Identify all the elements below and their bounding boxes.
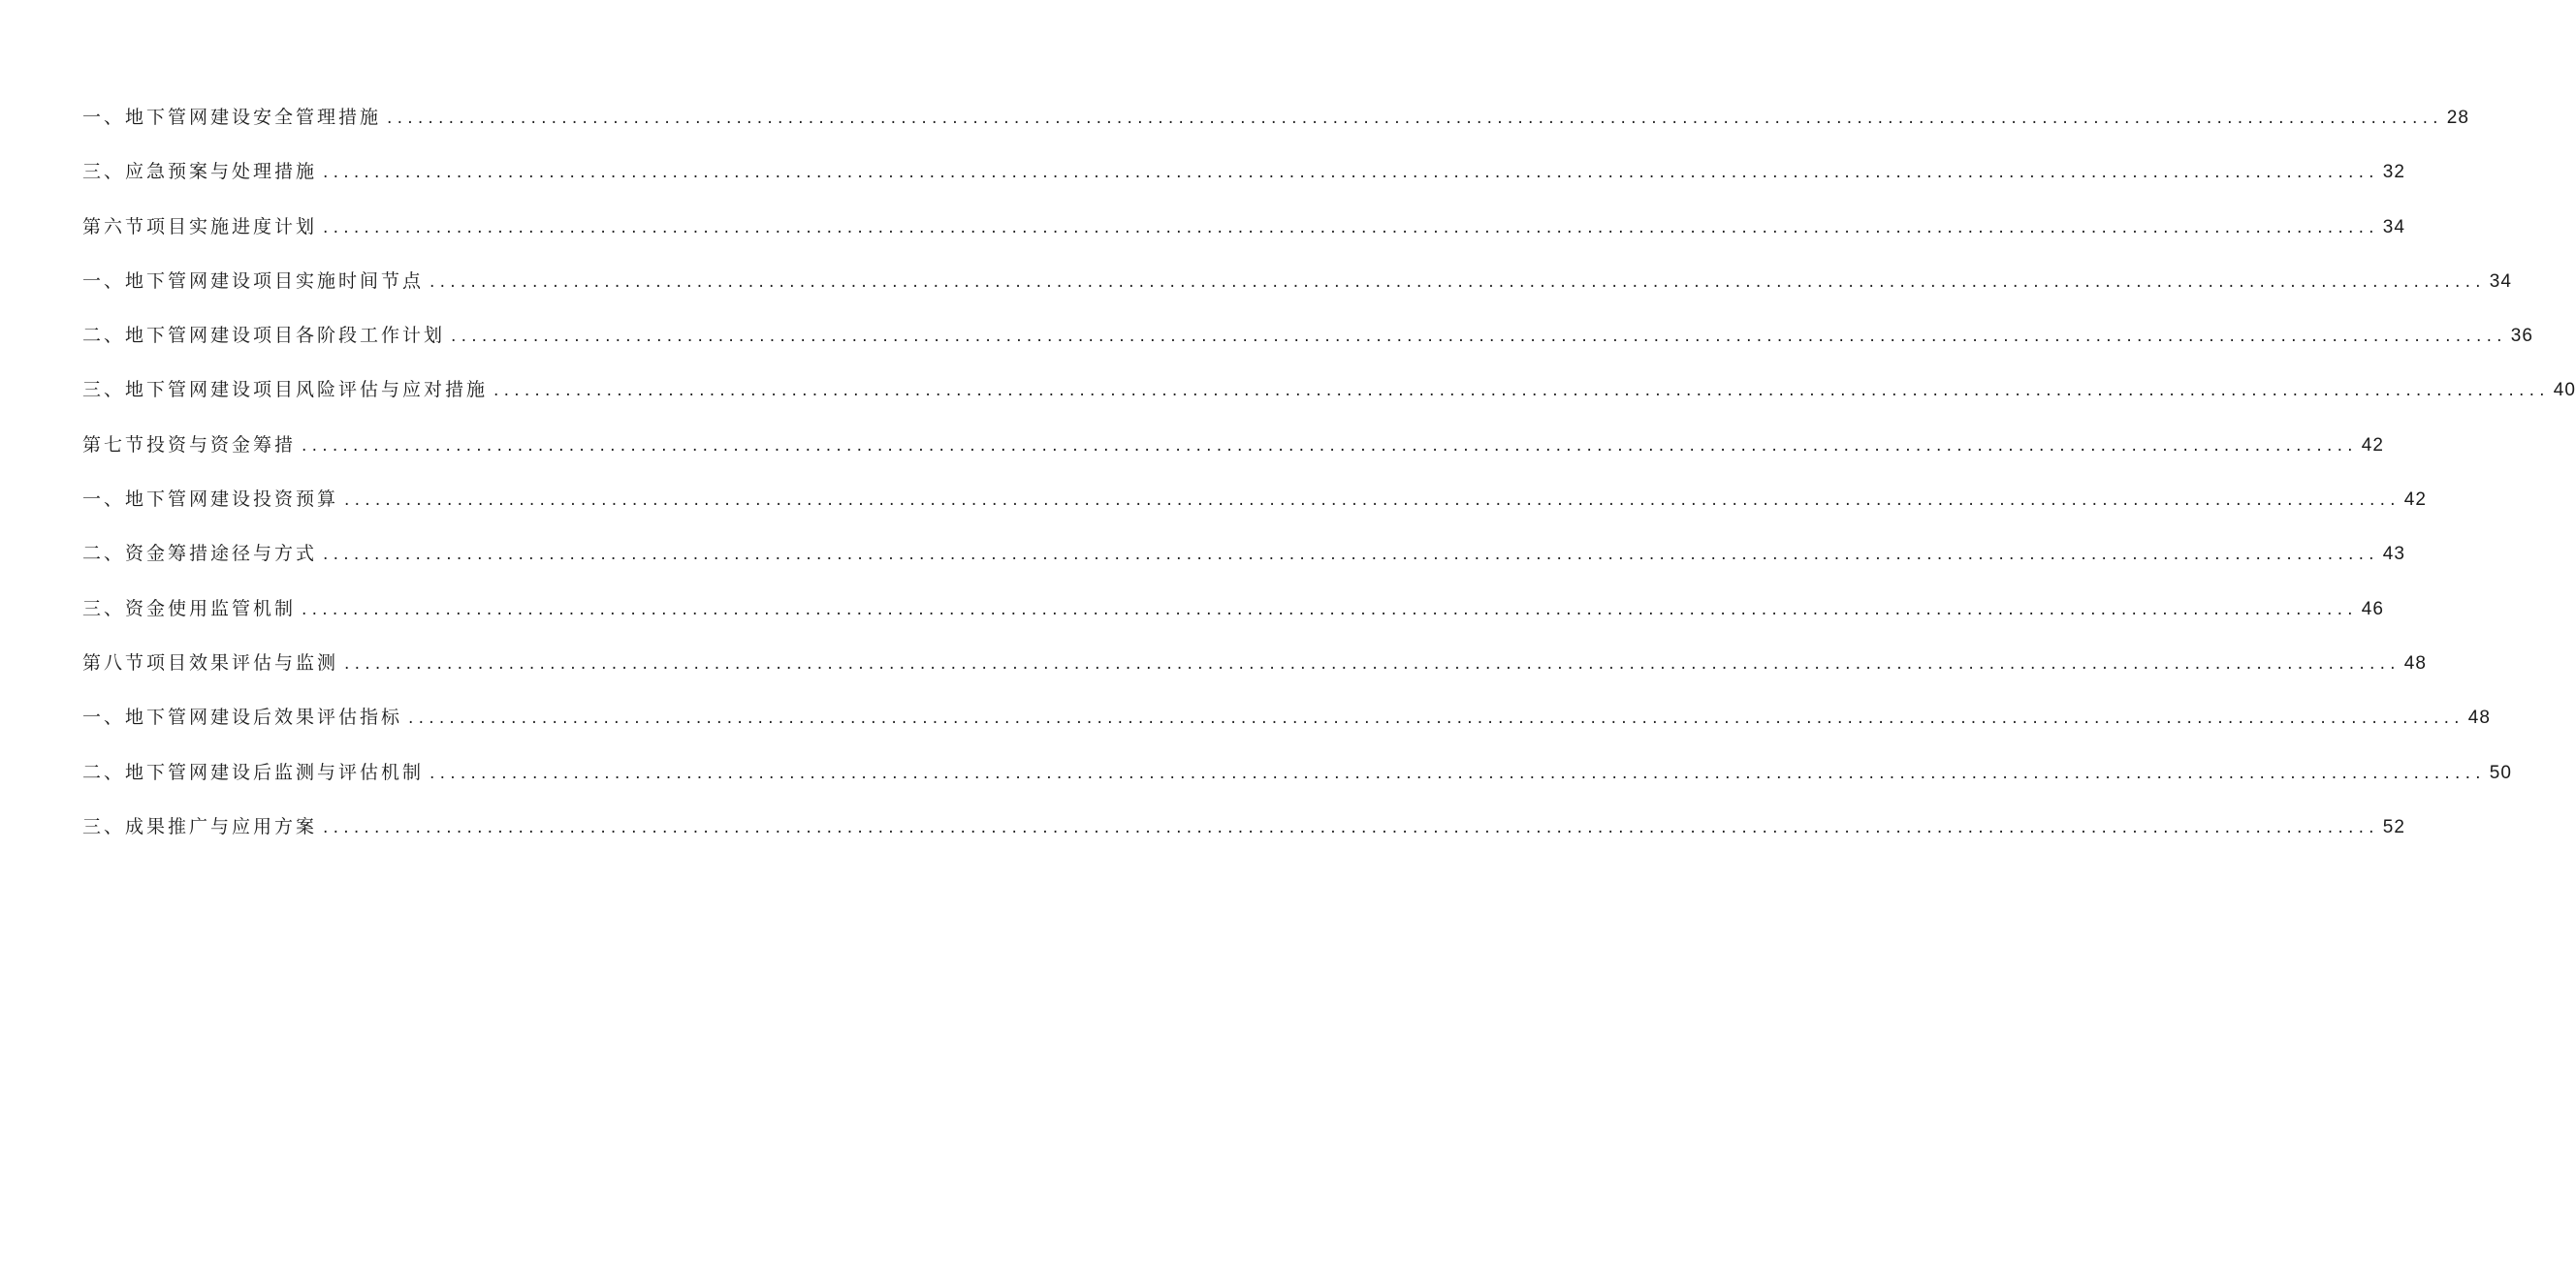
toc-entry-page: 52 (2382, 816, 2405, 837)
toc-leader-dots: ........................................................................................................................................................................................................ (408, 709, 2465, 729)
toc-leader-dots: ........................................................................................................................................................................................................ (451, 327, 2507, 347)
toc-leader-dots: ........................................................................................................................................................................................................ (302, 599, 2358, 619)
toc-entry-page: 42 (2403, 489, 2427, 511)
toc-entry-title: 三、应急预案与处理措施 (82, 161, 318, 183)
toc-entry[interactable] (82, 215, 2405, 272)
toc-entry-page: 48 (2467, 708, 2491, 729)
toc-entry[interactable] (82, 161, 2405, 217)
toc-leader-dots: ........................................................................................................................................................................................................ (302, 435, 2358, 456)
toc-entry-page: 36 (2510, 326, 2533, 347)
toc-entry-title: 一、地下管网建设项目实施时间节点 (82, 269, 425, 292)
toc-entry-title: 第七节投资与资金筹措 (82, 433, 297, 456)
toc-entry-page: 28 (2446, 108, 2469, 128)
toc-entry[interactable] (82, 325, 2533, 381)
toc-entry[interactable] (82, 107, 2469, 163)
toc-entry[interactable] (82, 761, 2512, 818)
toc-entry-page: 50 (2489, 762, 2512, 783)
toc-entry[interactable] (82, 489, 2427, 545)
toc-entry-page: 34 (2382, 216, 2405, 237)
toc-entry[interactable] (82, 815, 2405, 872)
toc-entry[interactable] (82, 433, 2384, 490)
toc-entry[interactable] (82, 707, 2491, 763)
toc-entry-page: 46 (2361, 598, 2384, 619)
toc-leader-dots: ........................................................................................................................................................................................................ (429, 271, 2486, 292)
toc-leader-dots: ........................................................................................................................................................................................................ (323, 817, 2379, 837)
toc-leader-dots: ........................................................................................................................................................................................................ (344, 653, 2401, 674)
table-of-contents (82, 107, 2576, 872)
toc-entry-title: 三、地下管网建设项目风险评估与应对措施 (82, 379, 489, 401)
toc-leader-dots: ........................................................................................................................................................................................................ (493, 381, 2550, 401)
toc-leader-dots: ........................................................................................................................................................................................................ (387, 109, 2443, 128)
toc-entry-title: 第八节项目效果评估与监测 (82, 651, 339, 674)
toc-entry-title: 二、地下管网建设后监测与评估机制 (82, 761, 425, 783)
toc-leader-dots: ........................................................................................................................................................................................................ (344, 490, 2401, 511)
toc-entry-page: 43 (2382, 544, 2405, 565)
toc-entry-title: 一、地下管网建设投资预算 (82, 489, 339, 511)
toc-entry-title: 一、地下管网建设后效果评估指标 (82, 707, 403, 729)
toc-entry-title: 三、成果推广与应用方案 (82, 815, 318, 837)
toc-entry-title: 一、地下管网建设安全管理措施 (82, 107, 382, 128)
toc-entry[interactable] (82, 379, 2576, 435)
toc-entry-page: 32 (2382, 162, 2405, 183)
toc-entry-page: 42 (2361, 434, 2384, 456)
toc-entry[interactable] (82, 269, 2512, 327)
toc-leader-dots: ........................................................................................................................................................................................................ (429, 763, 2486, 783)
toc-entry-page: 48 (2403, 652, 2427, 674)
toc-leader-dots: ........................................................................................................................................................................................................ (323, 217, 2379, 237)
toc-entry-title: 第六节项目实施进度计划 (82, 215, 318, 237)
toc-entry[interactable] (82, 651, 2427, 709)
toc-entry-title: 二、资金筹措途径与方式 (82, 543, 318, 565)
toc-entry[interactable] (82, 597, 2384, 654)
toc-leader-dots: ........................................................................................................................................................................................................ (323, 545, 2379, 565)
toc-entry-title: 三、资金使用监管机制 (82, 597, 297, 619)
toc-leader-dots: ........................................................................................................................................................................................................ (323, 163, 2379, 183)
toc-entry-page: 34 (2489, 270, 2512, 292)
toc-entry[interactable] (82, 543, 2405, 599)
toc-entry-page: 40 (2553, 380, 2576, 401)
toc-entry-title: 二、地下管网建设项目各阶段工作计划 (82, 325, 446, 347)
